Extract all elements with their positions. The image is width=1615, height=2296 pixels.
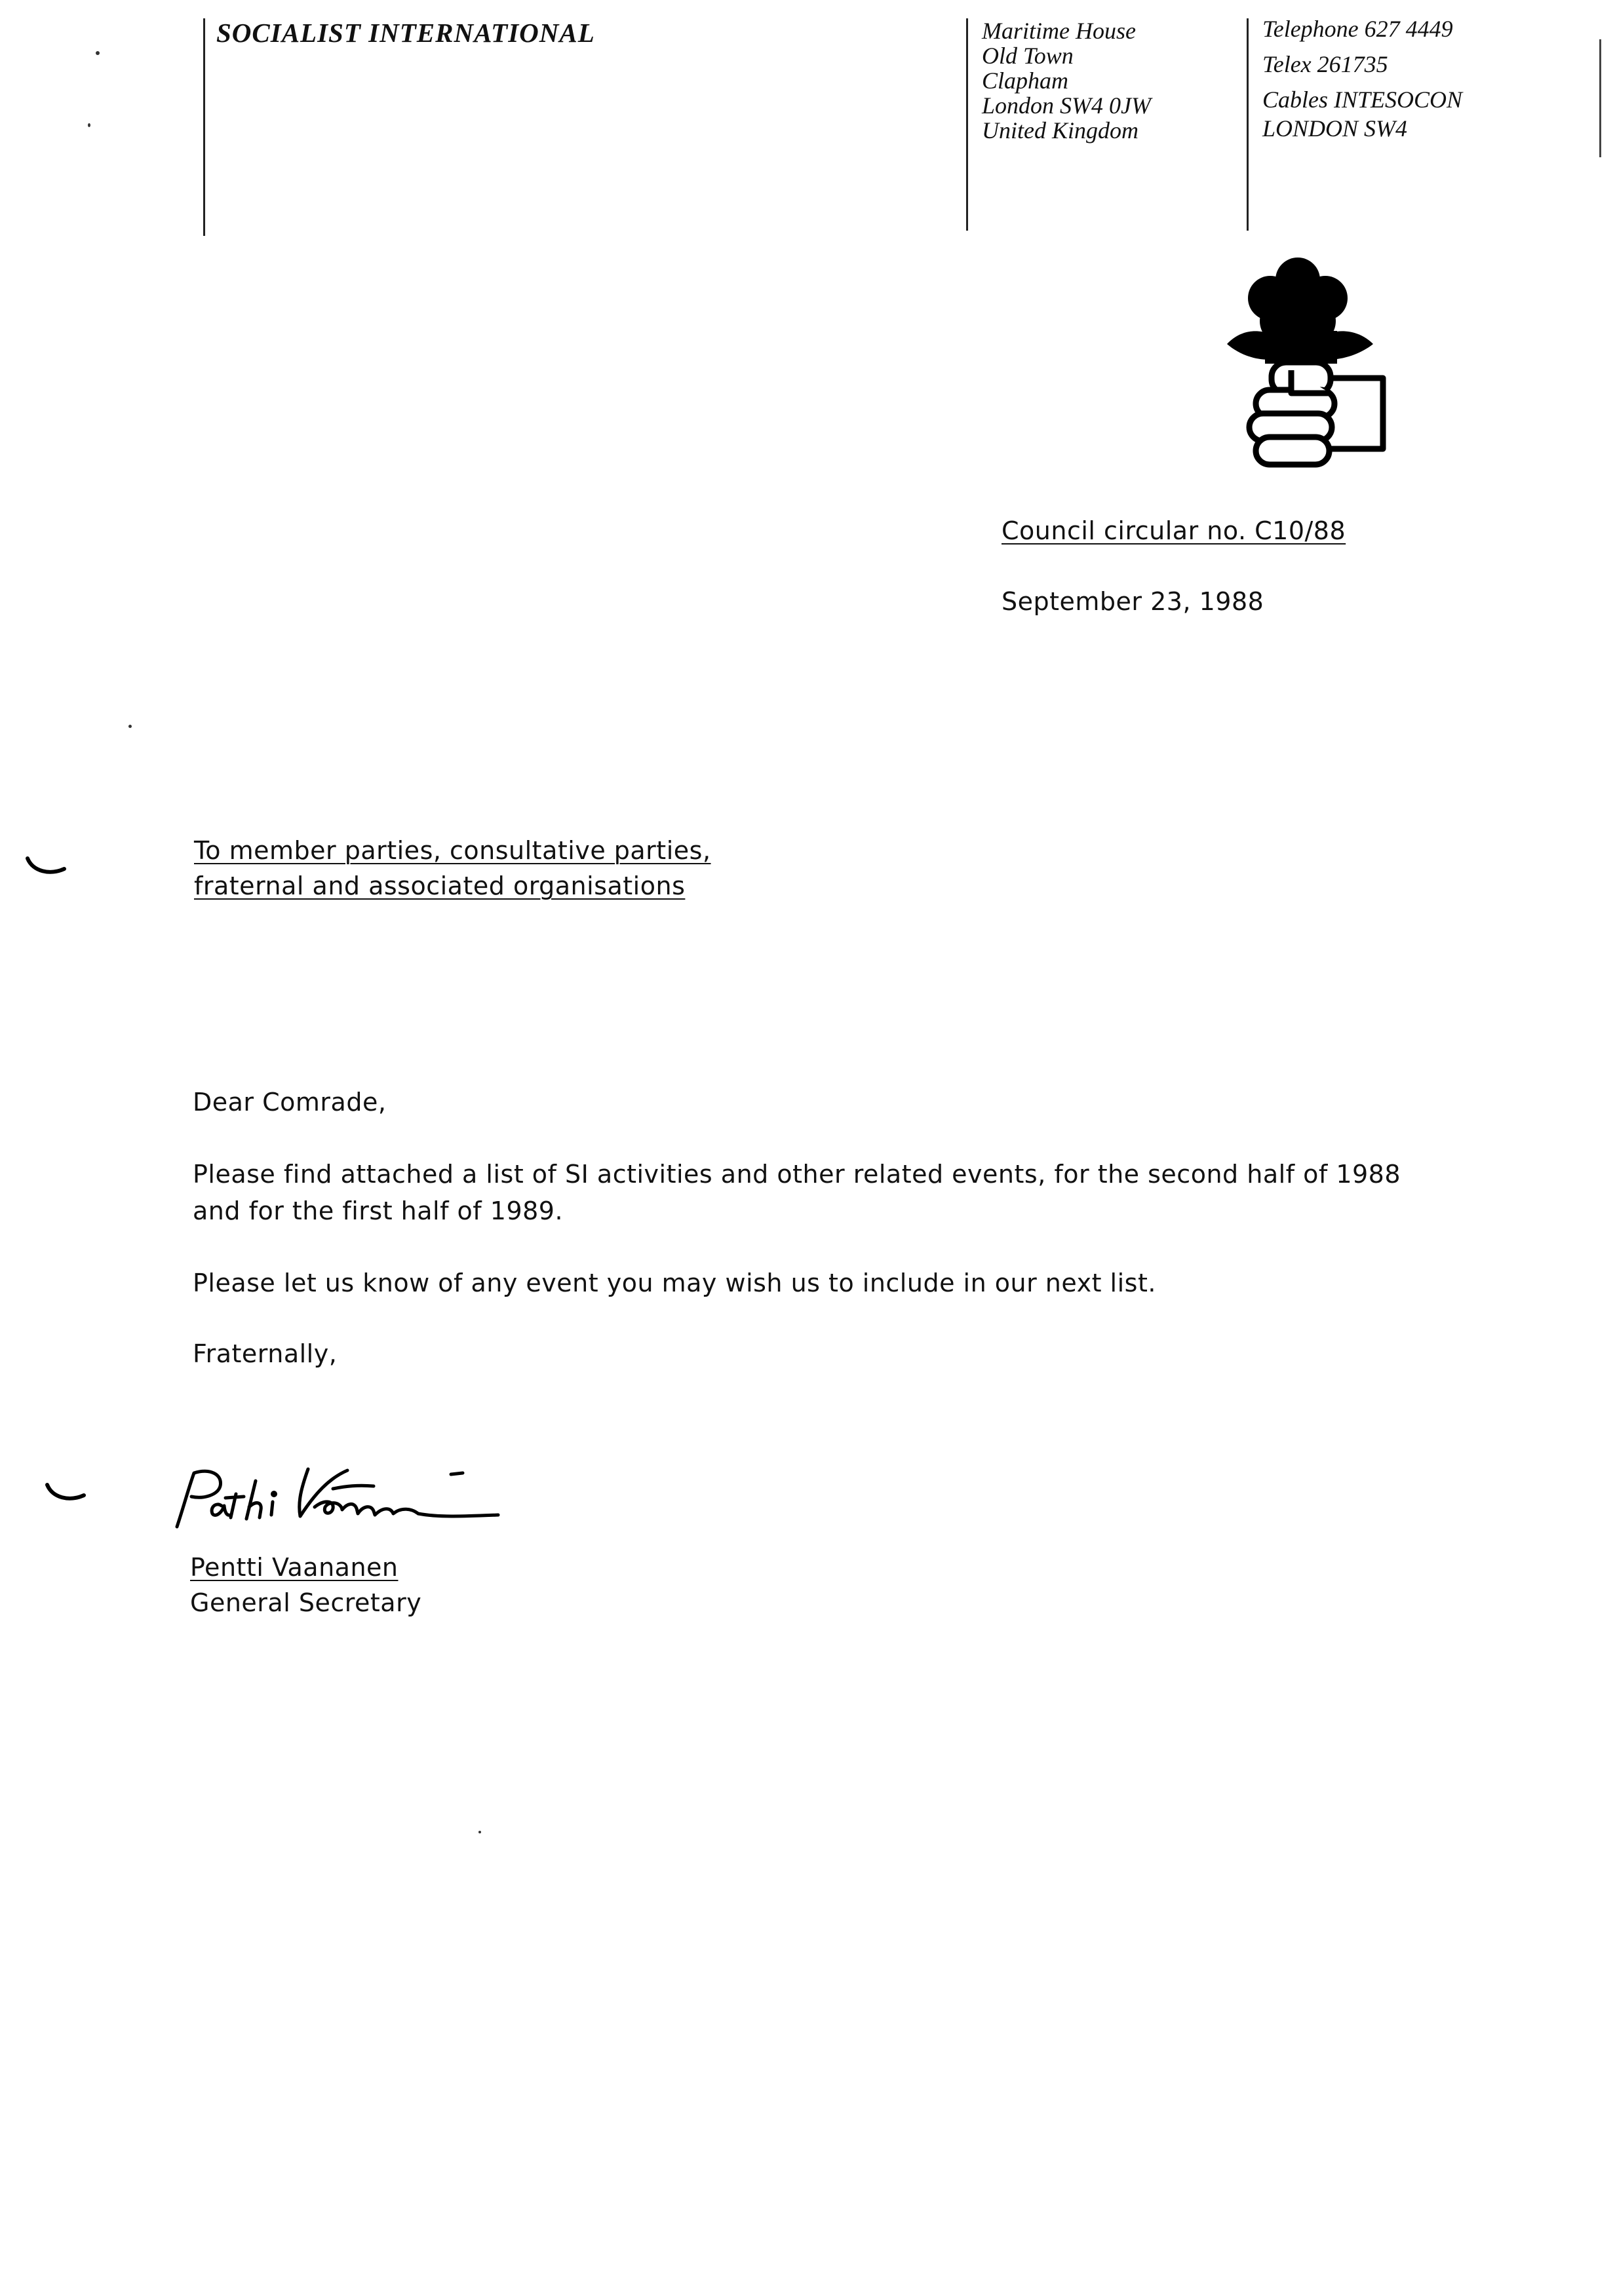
recipients-line-1: To member parties, consultative parties,: [194, 836, 711, 865]
scan-speck: [128, 725, 132, 728]
address-line: London SW4 0JW: [982, 92, 1151, 119]
cables-city-line: LONDON SW4: [1262, 115, 1408, 142]
contact-block: [1262, 14, 1462, 149]
telephone-line: Telephone 627 4449: [1262, 16, 1453, 42]
body-paragraph-1-line-2: and for the first half of 1989.: [193, 1196, 564, 1225]
signatory-name: Pentti Vaananen: [190, 1553, 399, 1582]
address-line: United Kingdom: [982, 117, 1138, 144]
letterhead-divider-middle: [966, 18, 968, 231]
salutation: Dear Comrade,: [193, 1088, 387, 1117]
address-line: Clapham: [982, 67, 1069, 94]
organisation-name: SOCIALIST INTERNATIONAL: [216, 18, 595, 48]
address-line: Old Town: [982, 43, 1074, 69]
letterhead-divider-right: [1247, 18, 1249, 231]
closing: Fraternally,: [193, 1339, 338, 1368]
circular-reference: Council circular no. C10/88: [1002, 516, 1346, 545]
scan-speck: [478, 1831, 481, 1833]
address-block: [982, 18, 1151, 143]
signatory-title: General Secretary: [190, 1588, 422, 1617]
letterhead-divider-left: [203, 18, 205, 236]
body-paragraph-1-line-1: Please find attached a list of SI activities and other related events, for the second half of 1988: [193, 1160, 1401, 1189]
recipients-line-2: fraternal and associated organisations: [194, 871, 686, 900]
handwritten-signature: [157, 1455, 524, 1540]
scan-mark: [43, 1478, 89, 1511]
fist-rose-logo-icon: [1219, 252, 1396, 475]
scan-speck: [96, 51, 100, 55]
address-line: Maritime House: [982, 18, 1136, 44]
scan-edge-mark: [1599, 39, 1601, 157]
body-paragraph-2: Please let us know of any event you may wish us to include in our next list.: [193, 1269, 1156, 1297]
scan-speck: [88, 123, 90, 127]
letter-date: September 23, 1988: [1002, 587, 1264, 616]
scan-mark: [24, 852, 69, 885]
telex-line: Telex 261735: [1262, 51, 1388, 77]
cables-line: Cables INTESOCON: [1262, 86, 1463, 113]
